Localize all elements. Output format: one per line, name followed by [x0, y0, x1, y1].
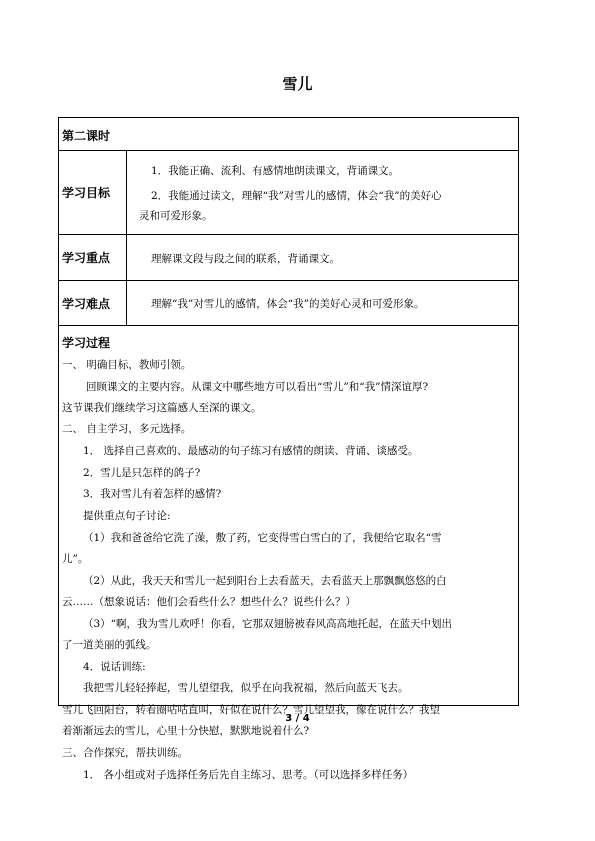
keypoint-label: 学习重点: [62, 251, 111, 265]
document-title: 雪儿: [282, 75, 313, 93]
page-number: 3 / 4: [285, 713, 310, 724]
process-line: （2）从此，我天天和雪儿一起到阳台上去看蓝天，去看蓝天上那飘飘悠悠的白: [83, 575, 447, 587]
process-line: 回顾课文的主要内容。从课文中哪些地方可以看出“雪儿”和“我”情深谊厚?: [86, 381, 429, 393]
process-line: 儿”。: [62, 553, 89, 565]
process-line: 2．雪儿是只怎样的鸽子?: [83, 467, 201, 479]
process-line: 我把雪儿轻轻捧起，雪儿望望我，似乎在向我祝福，然后向蓝天飞去。: [83, 682, 409, 694]
process-line: 1． 选择自己喜欢的、最感动的句子练习有感情的朗读、背诵、谈感受。: [83, 445, 419, 457]
process-line: 了一道美丽的弧线。: [62, 639, 157, 651]
keypoint-text: 理解课文段与段之间的联系，背诵课文。: [151, 253, 340, 265]
process-line: （1）我和爸爸给它洗了澡，敷了药，它变得雪白雪白的了，我便给它取名“雪: [83, 532, 442, 544]
process-line: 三、合作探究，帮扶训练。: [62, 747, 188, 759]
process-line: 一、 明确目标，教师引领。: [62, 359, 192, 371]
objectives-cell: [127, 151, 518, 234]
process-line: 着渐渐远去的雪儿，心里十分快慰，默默地说着什么?: [62, 725, 310, 737]
process-line: 雪儿飞回阳台，转着圈咕咕直叫，好似在说什么？雪儿望望我，像在说什么？我望: [62, 704, 440, 716]
objectives-label: 学习目标: [62, 186, 111, 200]
objective-item: 2．我能通过读文，理解“我”对雪儿的感情，体会“我”的美好心: [151, 190, 442, 202]
keypoint-row: [59, 235, 518, 281]
process-line: 1． 各小组或对子选择任务后先自主练习、思考。（可以选择多样任务）: [83, 769, 414, 781]
process-line: 二、 自主学习，多元选择。: [62, 423, 192, 435]
process-line: （3）“啊，我为雪儿欢呼！你看，它那双翅膀被春风高高地托起，在蓝天中划出: [83, 618, 453, 630]
lesson-label: 第二课时: [62, 129, 111, 143]
process-line: 这节课我们继续学习这篇感人至深的课文。: [62, 402, 262, 414]
objective-item: 1．我能正确、流利、有感情地朗读课文，背诵课文。: [151, 165, 400, 177]
difficulty-row: [59, 281, 518, 326]
objective-item-cont: 灵和可爱形象。: [139, 210, 213, 222]
process-line: 3．我对雪儿有着怎样的感情?: [83, 488, 222, 500]
difficulty-label: 学习难点: [62, 296, 111, 311]
process-line: 云……（想象说话：他们会看些什么？想些什么？说些什么？）: [62, 596, 356, 608]
lesson-row: [59, 118, 518, 151]
objectives-row: [59, 151, 518, 235]
difficulty-text: 理解“我”对雪儿的感情，体会“我”的美好心灵和可爱形象。: [151, 298, 425, 310]
process-line: 提供重点句子讨论:: [83, 510, 171, 522]
process-label: 学习过程: [62, 336, 111, 350]
process-line: 4．说话训练:: [83, 661, 146, 673]
